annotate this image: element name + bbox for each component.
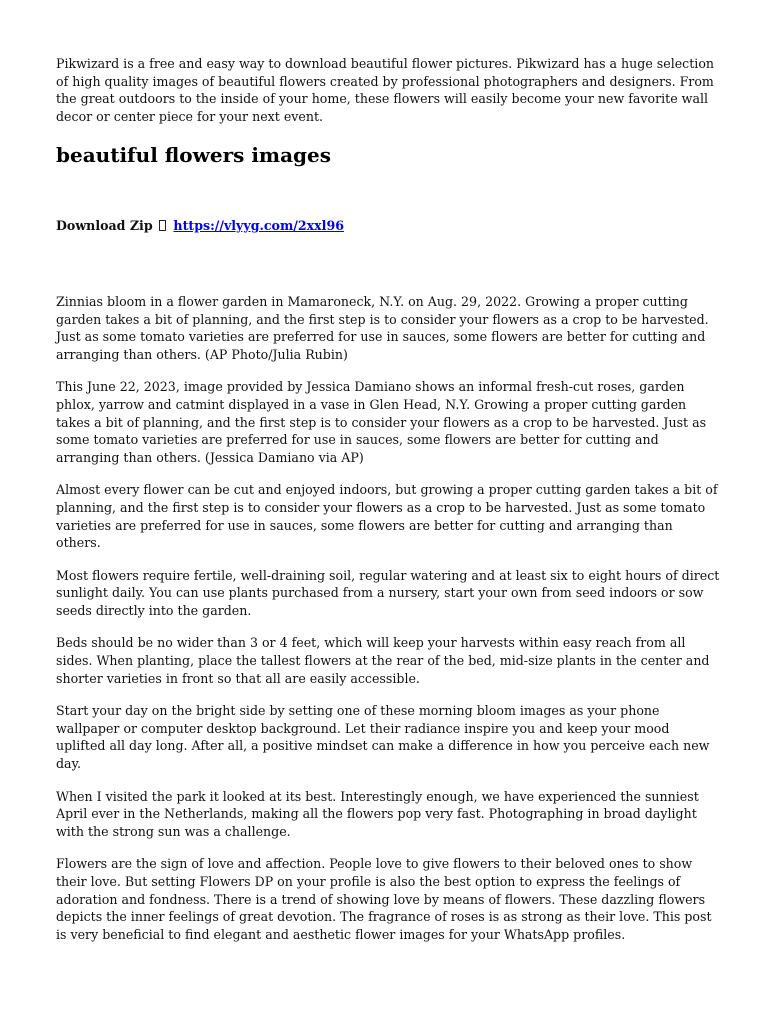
- paragraph-5: Beds should be no wider than 3 or 4 feet, which will keep your harvests within easy reach from all sides. When planting, place the tallest flowers at the rear of the bed, mid-size plants in the center and shorter varieties in front so that all are easily accessible.: [56, 635, 710, 686]
- document-page: [56, 55, 720, 943]
- intro-paragraph: Pikwizard is a free and easy way to download beautiful flower pictures. Pikwizard has a huge selection of high quality images of beautiful flowers created by professional photographers and designers. From the great outdoors to the inside of your home, these flowers will easily become your new favorite wall decor or center piece for your next event.: [56, 56, 715, 124]
- download-link[interactable]: https://vlyyg.com/2xxl96: [173, 218, 344, 234]
- paragraph-6: Start your day on the bright side by setting one of these morning bloom images as your phone wallpaper or computer desktop background. Let their radiance inspire you and keep your mood uplifted all day long. After all, a positive mindset can make a difference in how you perceive each new day.: [56, 703, 710, 772]
- download-label: Download Zip: [56, 218, 153, 234]
- paragraph-2: This June 22, 2023, image provided by Jessica Damiano shows an informal fresh-cut roses, garden phlox, yarrow and catmint displayed in a vase in Glen Head, N.Y. Growing a proper cutting garden takes a bit of planning, and the first step is to consider your flowers as a crop to be harvested. Just as some tomato varieties are preferred for use in sauces, some flowers are better for cutting and arranging than others. (Jessica Damiano via AP): [56, 379, 707, 465]
- box-glyph-icon: [159, 220, 166, 231]
- paragraph-4: Most flowers require fertile, well-draining soil, regular watering and at least six to eight hours of direct sunlight daily. You can use plants purchased from a nursery, start your own from seed indoors or sow seeds directly into the garden.: [56, 567, 720, 618]
- article-body: [56, 293, 720, 943]
- download-line: [56, 217, 720, 235]
- page-heading: beautiful flowers images: [56, 143, 332, 168]
- paragraph-7: When I visited the park it looked at its best. Interestingly enough, we have experienced the sunniest April ever in the Netherlands, making all the flowers pop very fast. Photographing in broad daylight with the strong sun was a challenge.: [56, 788, 699, 839]
- paragraph-1: Zinnias bloom in a flower garden in Mamaroneck, N.Y. on Aug. 29, 2022. Growing a proper cutting garden takes a bit of planning, and the first step is to consider your flowers as a crop to be harvested. Just as some tomato varieties are preferred for use in sauces, some flowers are better for cutting and arranging than others. (AP Photo/Julia Rubin): [56, 293, 709, 362]
- paragraph-3: Almost every flower can be cut and enjoyed indoors, but growing a proper cutting garden takes a bit of planning, and the first step is to consider your flowers as a crop to be harvested. Just as some tomato varieties are preferred for use in sauces, some flowers are better for cutting and arranging than others.: [56, 482, 718, 551]
- paragraph-8: Flowers are the sign of love and affection. People love to give flowers to their beloved ones to show their love. But setting Flowers DP on your profile is also the best option to express the feelings of adoration and fondness. There is a trend of showing love by means of flowers. These dazzling flowers depicts the inner feelings of great devotion. The fragrance of roses is as strong as their love. This post is very beneficial to find elegant and aesthetic flower images for your WhatsApp profiles.: [56, 856, 712, 942]
